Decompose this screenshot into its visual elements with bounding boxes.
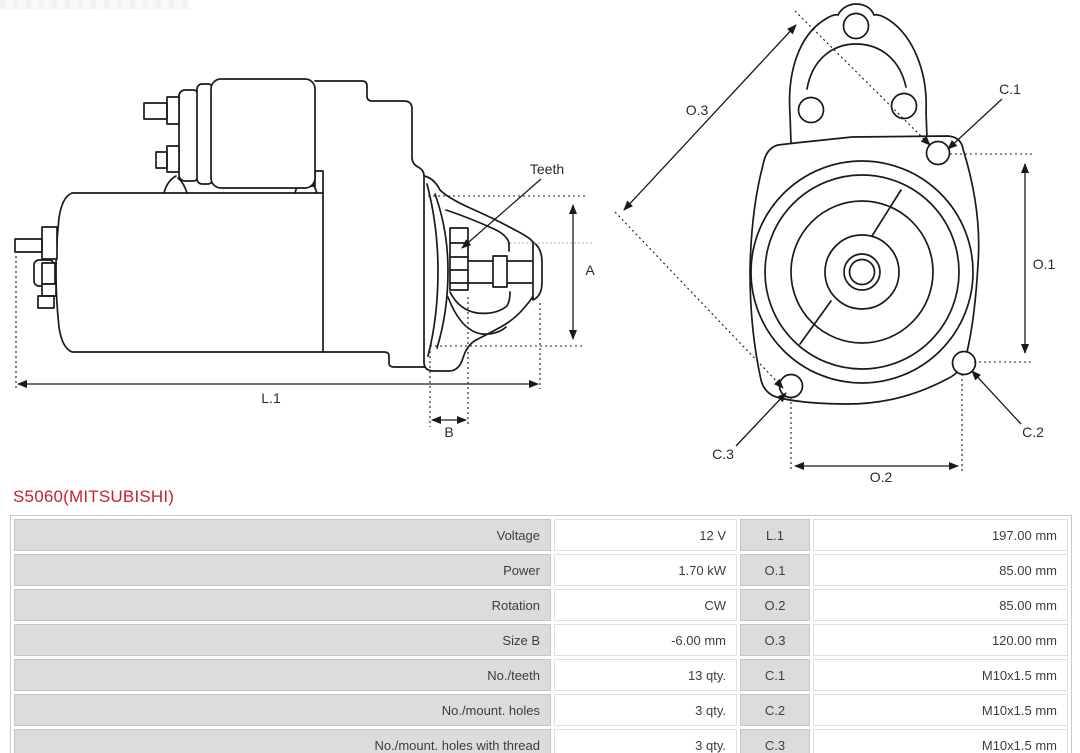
- dim-value: M10x1.5 mm: [813, 729, 1068, 753]
- spec-value: CW: [554, 589, 737, 621]
- bell-rim-arc-1: [427, 184, 438, 356]
- body-terminal-block: [42, 227, 57, 259]
- dim-value: M10x1.5 mm: [813, 659, 1068, 691]
- dimension-label-l1: L.1: [261, 390, 281, 406]
- table-row: [14, 659, 1068, 691]
- spec-label: Size B: [14, 624, 551, 656]
- spec-table: [10, 515, 1072, 753]
- neck-right-line: [926, 112, 927, 138]
- drive-housing-outline: [315, 81, 424, 362]
- pinion-gear: [450, 228, 468, 290]
- mount-hole-c3: [780, 375, 803, 398]
- ear-hole-right: [892, 94, 917, 119]
- ear-hole-left: [799, 98, 824, 123]
- starter-front-view: [615, 4, 1055, 485]
- solenoid-leg: [164, 176, 176, 193]
- spec-label: Rotation: [14, 589, 551, 621]
- dim-code: C.3: [740, 729, 810, 753]
- dimension-label-a: A: [585, 262, 595, 278]
- spec-label: No./mount. holes with thread: [14, 729, 551, 753]
- dimension-label-o2: O.2: [869, 469, 893, 485]
- spec-label: No./teeth: [14, 659, 551, 691]
- spec-label: Voltage: [14, 519, 551, 551]
- table-row: [14, 729, 1068, 753]
- spec-label: No./mount. holes: [14, 694, 551, 726]
- body-connector-inner: [42, 263, 55, 284]
- cavity-lower-line: [450, 292, 510, 313]
- bell-rim-arc-2: [435, 194, 448, 348]
- dim-value: M10x1.5 mm: [813, 694, 1068, 726]
- dim-value: 85.00 mm: [813, 554, 1068, 586]
- table-row: [14, 554, 1068, 586]
- hole-label-c1: C.1: [999, 81, 1021, 97]
- callout-c3: [712, 393, 786, 462]
- dim-code: C.1: [740, 659, 810, 691]
- housing-foot: [323, 352, 425, 367]
- body-lower-block: [42, 284, 56, 296]
- spec-value: 3 qty.: [554, 729, 737, 753]
- dim-code: O.2: [740, 589, 810, 621]
- spec-value: -6.00 mm: [554, 624, 737, 656]
- callout-c2: [972, 371, 1044, 440]
- body-terminals: [15, 227, 57, 308]
- table-row: [14, 519, 1068, 551]
- hole-label-c2: C.2: [1022, 424, 1044, 440]
- spec-value: 13 qty.: [554, 659, 737, 691]
- shaft-collar: [493, 256, 507, 287]
- dimension-label-o1: O.1: [1032, 256, 1056, 272]
- spec-value: 1.70 kW: [554, 554, 737, 586]
- body-lower-stud: [38, 296, 54, 308]
- spec-value: 3 qty.: [554, 694, 737, 726]
- mounting-flange: [750, 136, 979, 404]
- solenoid: [144, 79, 323, 193]
- table-row: [14, 589, 1068, 621]
- teeth-callout: [462, 161, 564, 248]
- part-number-heading: S5060(MITSUBISHI): [13, 487, 175, 506]
- hole-label-c3: C.3: [712, 446, 734, 462]
- table-row: [14, 694, 1068, 726]
- dim-value: 85.00 mm: [813, 589, 1068, 621]
- starter-side-view: [15, 79, 595, 440]
- dimension-label-o3: O.3: [685, 102, 709, 118]
- solenoid-cylinder: [211, 79, 315, 188]
- solenoid-end-cap: [179, 90, 199, 181]
- dim-code: O.1: [740, 554, 810, 586]
- table-row: [14, 624, 1068, 656]
- motor-body: [56, 193, 323, 352]
- body-terminal-stud: [15, 239, 42, 252]
- terminal-stud-bottom: [156, 152, 167, 168]
- teeth-label: Teeth: [529, 161, 565, 177]
- dim-value: 197.00 mm: [813, 519, 1068, 551]
- dim-code: C.2: [740, 694, 810, 726]
- ear-hole-top: [844, 14, 869, 39]
- dim-value: 120.00 mm: [813, 624, 1068, 656]
- dim-code: L.1: [740, 519, 810, 551]
- callout-c1: [948, 81, 1021, 149]
- nose-cone: [533, 242, 542, 300]
- terminal-nut-top: [167, 97, 179, 124]
- dimension-label-b: B: [444, 424, 454, 440]
- terminal-stud-top: [144, 103, 167, 119]
- neck-left-line: [790, 114, 791, 143]
- dim-code: O.3: [740, 624, 810, 656]
- terminal-nut-bottom: [167, 146, 179, 172]
- spec-value: 12 V: [554, 519, 737, 551]
- spec-label: Power: [14, 554, 551, 586]
